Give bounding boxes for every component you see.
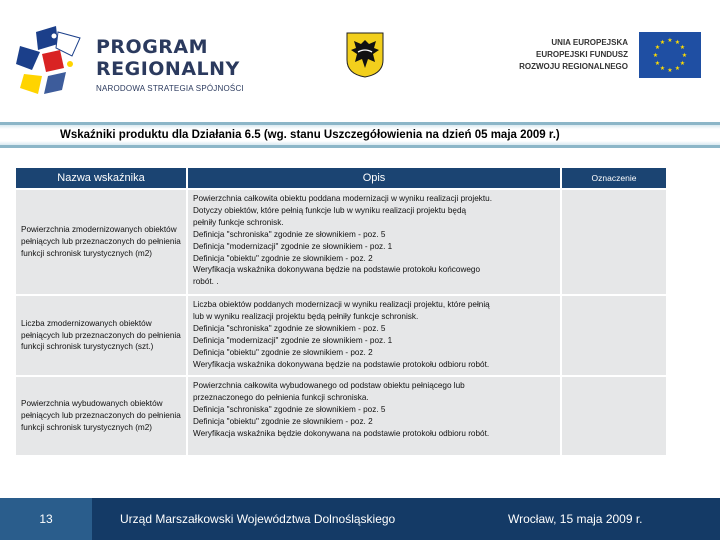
page-number: 13 bbox=[0, 498, 92, 540]
program-logo-line3: NARODOWA STRATEGIA SPÓJNOŚCI bbox=[96, 84, 244, 93]
program-regionalny-logo bbox=[14, 22, 264, 100]
description-line: Definicja "modernizacji" zgodnie ze słownikiem - poz. 1 bbox=[193, 241, 393, 251]
marking-cell bbox=[562, 377, 666, 455]
program-logo-line1: PROGRAM bbox=[96, 36, 209, 58]
eu-logo-line3: ROZWOJU REGIONALNEGO bbox=[519, 62, 628, 71]
svg-text:★: ★ bbox=[667, 37, 673, 44]
description-line: Definicja "schroniska" zgodnie ze słownikiem - poz. 5 bbox=[193, 404, 386, 414]
footer-date-place: Wrocław, 15 maja 2009 r. bbox=[508, 512, 643, 526]
svg-text:★: ★ bbox=[674, 65, 681, 72]
description-line: pełniły funkcje schronisk. bbox=[193, 217, 284, 227]
header-marking: Oznaczenie bbox=[562, 168, 666, 188]
indicator-name: Liczba zmodernizowanych obiektów pełniących lub przeznaczonych do pełnienia funkcji schronisk turystycznych (szt.) bbox=[21, 318, 181, 352]
indicator-name-cell bbox=[16, 190, 186, 294]
table-row bbox=[16, 190, 666, 294]
marking-cell bbox=[562, 190, 666, 294]
svg-text:★: ★ bbox=[681, 52, 688, 59]
program-logo-mark-icon bbox=[14, 24, 82, 96]
description-line: Definicja "modernizacji" zgodnie ze słownikiem - poz. 1 bbox=[193, 335, 393, 345]
description-line: Definicja "schroniska" zgodnie ze słownikiem - poz. 5 bbox=[193, 323, 386, 333]
eu-logo-text bbox=[500, 37, 628, 73]
indicator-name-cell bbox=[16, 296, 186, 375]
description-line: przeznaczonego do pełnienia funkcji schroniska. bbox=[193, 392, 369, 402]
description-cell bbox=[188, 190, 560, 294]
eu-logo-line1: UNIA EUROPEJSKA bbox=[551, 38, 628, 47]
description-line: Powierzchnia całkowita obiektu poddana modernizacji w wyniku realizacji projektu. bbox=[193, 194, 492, 203]
svg-text:★: ★ bbox=[654, 44, 661, 51]
svg-text:★: ★ bbox=[679, 44, 686, 51]
description-line: Powierzchnia całkowita wybudowanego od podstaw obiektu pełniącego lub bbox=[193, 381, 465, 390]
svg-text:★: ★ bbox=[654, 60, 661, 67]
description-cell bbox=[188, 296, 560, 375]
svg-text:★: ★ bbox=[679, 60, 686, 67]
slide-title-bar bbox=[0, 122, 720, 148]
description-line: Weryfikacja wskaźnika dokonywana będzie na podstawie protokołu odbioru robót. bbox=[193, 359, 490, 369]
svg-text:★: ★ bbox=[659, 39, 666, 46]
slide-title: Wskaźniki produktu dla Działania 6.5 (wg. stanu Uszczegółowienia na dzień 05 maja 2009 r.) bbox=[60, 129, 560, 141]
svg-text:★: ★ bbox=[659, 65, 666, 72]
slide-footer bbox=[0, 498, 720, 540]
indicator-name: Powierzchnia wybudowanych obiektów pełniących lub przeznaczonych do pełnienia funkcji schronisk turystycznych (m2) bbox=[21, 399, 181, 432]
description-line: Definicja "schroniska" zgodnie ze słownikiem - poz. 5 bbox=[193, 229, 386, 239]
description-line: Definicja "obiektu" zgodnie ze słownikiem - poz. 2 bbox=[193, 253, 373, 263]
program-logo-line2: REGIONALNY bbox=[96, 58, 240, 80]
indicator-name: Powierzchnia zmodernizowanych obiektów pełniących lub przeznaczonych do pełnienia funkcji schronisk turystycznych (m2) bbox=[21, 225, 181, 258]
svg-text:★: ★ bbox=[674, 39, 681, 46]
header-description: Opis bbox=[188, 168, 560, 188]
marking-cell bbox=[562, 296, 666, 375]
description-line: lub w wyniku realizacji projektu będą pełniły funkcje schronisk. bbox=[193, 311, 419, 321]
description-line: Definicja "obiektu" zgodnie ze słownikiem - poz. 2 bbox=[193, 347, 373, 357]
voivodeship-crest-icon bbox=[346, 32, 384, 78]
svg-text:★: ★ bbox=[667, 67, 673, 74]
indicator-name-cell bbox=[16, 377, 186, 455]
description-line: Weryfikacja wskaźnika będzie dokonywana na podstawie protokołu odbioru robót. bbox=[193, 428, 490, 438]
table-row bbox=[16, 377, 666, 455]
description-line: Liczba obiektów poddanych modernizacji w wyniku realizacji projektu, które pełnią bbox=[193, 300, 490, 309]
header-indicator-name: Nazwa wskaźnika bbox=[16, 168, 186, 188]
eu-flag-icon bbox=[639, 32, 701, 78]
description-line: Weryfikacja wskaźnika dokonywana będzie na podstawie protokołu końcowego bbox=[193, 265, 481, 275]
footer-organization: Urząd Marszałkowski Województwa Dolnośląskiego bbox=[120, 512, 396, 526]
eu-logo-line2: EUROPEJSKI FUNDUSZ bbox=[535, 50, 628, 59]
description-line: robót. . bbox=[193, 277, 219, 287]
eu-fund-logo bbox=[500, 32, 702, 78]
table-row bbox=[16, 296, 666, 375]
description-line: Definicja "obiektu" zgodnie ze słownikiem - poz. 2 bbox=[193, 416, 373, 426]
description-line: Dotyczy obiektów, które pełnią funkcje lub w wyniku realizacji projektu będą bbox=[193, 205, 467, 215]
description-cell bbox=[188, 377, 560, 455]
svg-text:★: ★ bbox=[652, 52, 659, 59]
